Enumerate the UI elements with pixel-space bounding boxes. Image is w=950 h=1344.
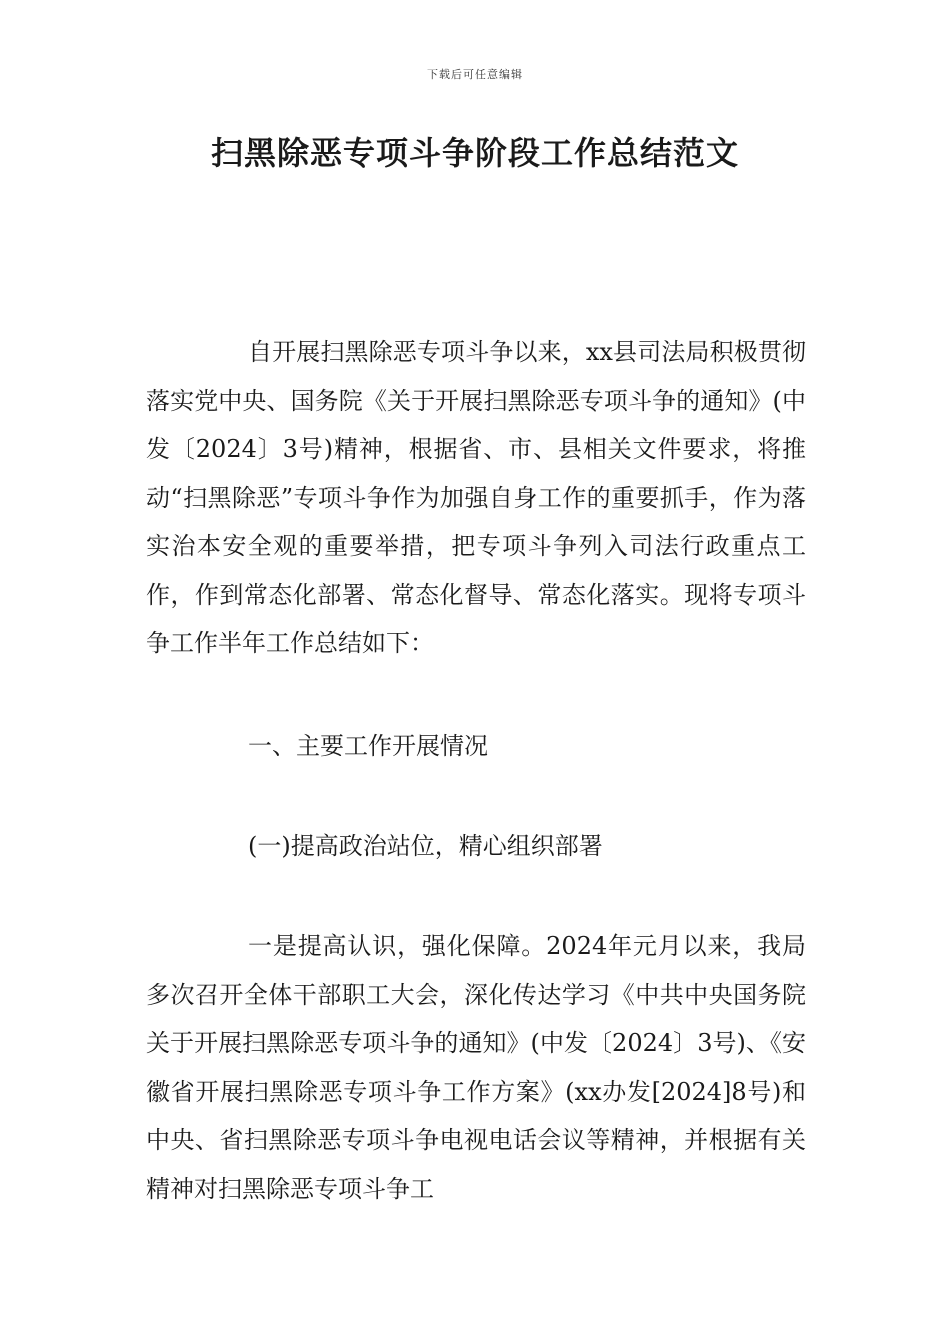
body-paragraph: 一是提高认识，强化保障。2024年元月以来，我局多次召开全体干部职工大会，深化传达学习《中共中央国务院关于开展扫黑除恶专项斗争的通知》(中发〔2024〕3号)、《安徽省开展扫黑除恶专项斗争工作方案》(xx办发[2024]8号)和中央、省扫黑除恶专项斗争电视电话会议等精神，并根据有关精神对扫黑除恶专项斗争工 [146,932,806,1203]
page-header-note: 下载后可任意编辑 [427,68,523,81]
document-title: 扫黑除恶专项斗争阶段工作总结范文 [210,134,739,172]
intro-paragraph: 自开展扫黑除恶专项斗争以来，xx县司法局积极贯彻落实党中央、国务院《关于开展扫黑除恶专项斗争的通知》(中发〔2024〕3号)精神，根据省、市、县相关文件要求，将推动“扫黑除恶”专项斗争作为加强自身工作的重要抓手，作为落实治本安全观的重要举措，把专项斗争列入司法行政重点工作，作到常态化部署、常态化督导、常态化落实。现将专项斗争工作半年工作总结如下： [146,338,806,657]
subsection-heading: (一)提高政治站位，精心组织部署 [248,832,603,860]
section-heading: 一、主要工作开展情况 [248,732,488,760]
